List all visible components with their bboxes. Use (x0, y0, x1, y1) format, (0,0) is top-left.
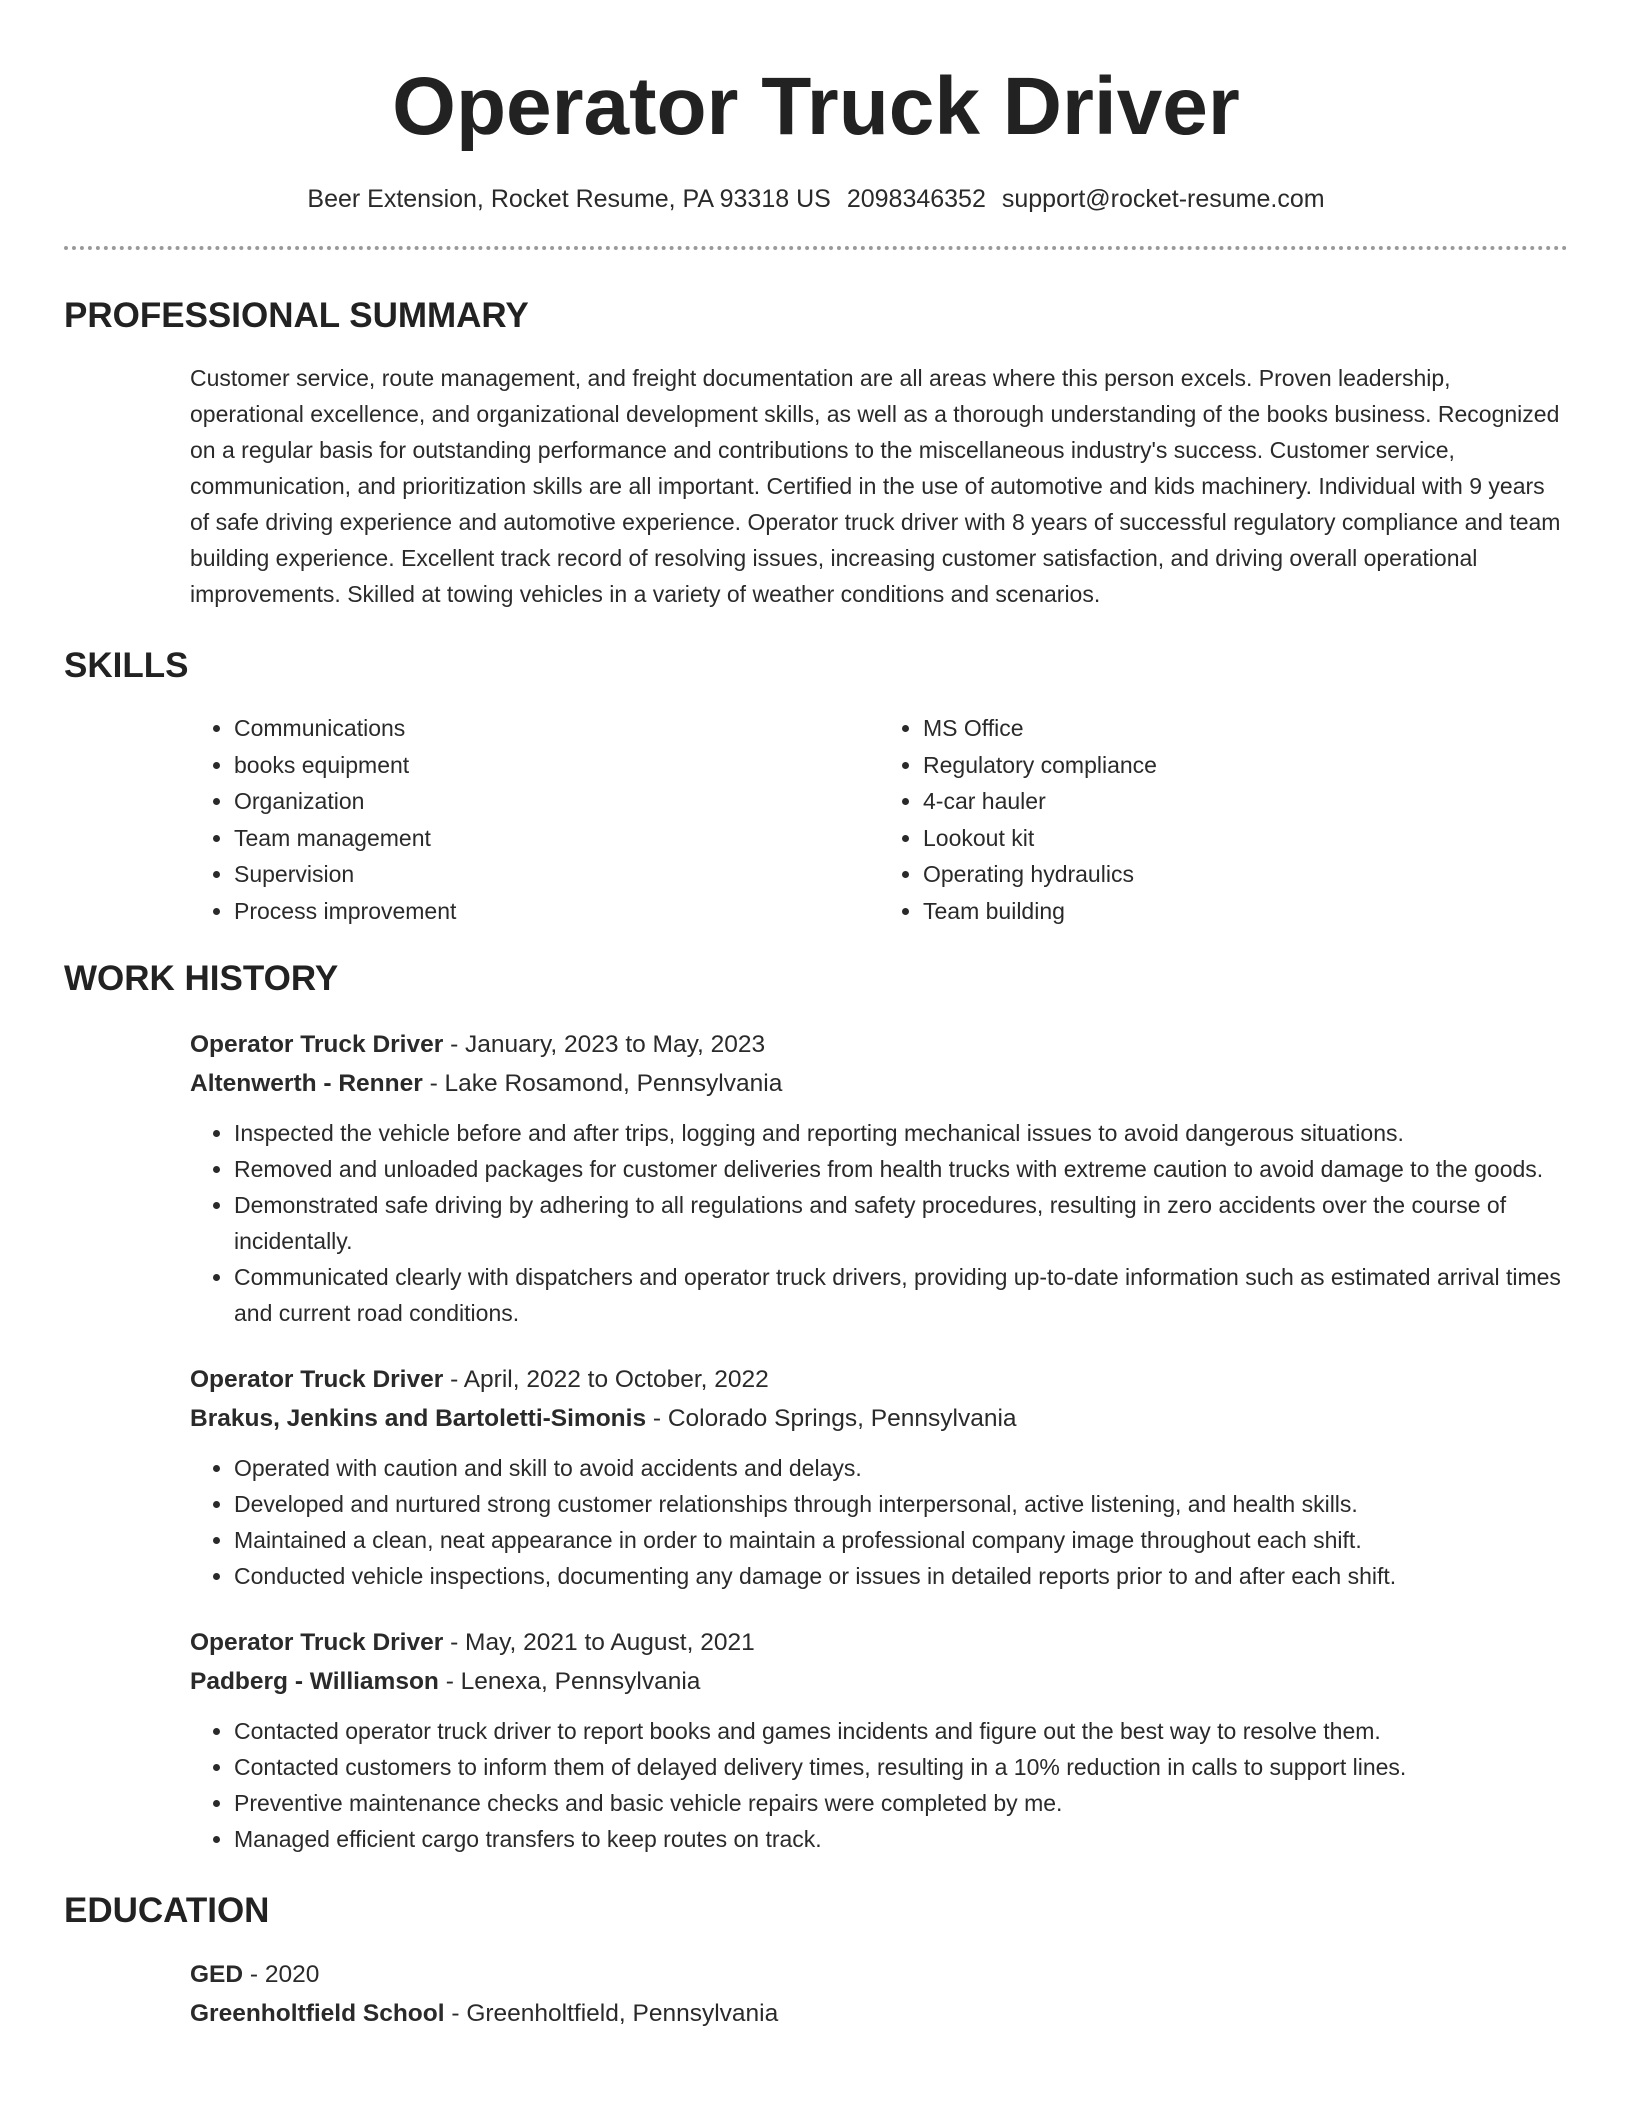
job-role: Operator Truck Driver (190, 1366, 444, 1393)
skill-item: • Team management (234, 820, 879, 857)
skills-heading: SKILLS (64, 646, 189, 685)
summary-text: Customer service, route management, and freight documentation are all areas where this person excels. Proven leadership, operational excellence, and organizational development skills, as well as a thorough understanding of the books business. Recognized on a regular basis for outstanding performance and contributions to the miscellaneous industry's success. Customer service, communication, and prioritization skills are all important. Certified in the use of automotive and kids machinery. Individual with 9 years of safe driving experience and automotive experience. Operator truck driver with 8 years of successful regulatory compliance and team building experience. Excellent track record of resolving issues, increasing customer satisfaction, and driving overall operational improvements. Skilled at towing vehicles in a variety of weather conditions and scenarios. (190, 365, 1561, 607)
contact-line (64, 182, 1568, 216)
job-bullet: • Preventive maintenance checks and basic vehicle repairs were completed by me. (234, 1785, 1568, 1821)
skill-item: • Regulatory compliance (923, 747, 1568, 784)
skill-item: • Supervision (234, 856, 879, 893)
job-entry (190, 1025, 1568, 1331)
contact-email: support@rocket-resume.com (1001, 185, 1325, 213)
job-company: Altenwerth - Renner (190, 1070, 423, 1097)
resume-name: Operator Truck Driver (392, 61, 1240, 152)
skill-item: • MS Office (923, 710, 1568, 747)
job-bullets (190, 1450, 1568, 1594)
education-school-line (190, 1994, 1568, 2033)
skill-item: • Communications (234, 710, 879, 747)
job-company-line (190, 1662, 1568, 1701)
skill-item: • Lookout kit (923, 820, 1568, 857)
job-bullet: • Contacted customers to inform them of delayed delivery times, resulting in a 10% reduction in calls to support lines. (234, 1749, 1568, 1785)
job-entry (190, 1623, 1568, 1857)
job-company-line (190, 1064, 1568, 1103)
job-bullet: • Maintained a clean, neat appearance in order to maintain a professional company image throughout each shift. (234, 1522, 1568, 1558)
skills-column-right (879, 710, 1568, 929)
contact-phone: 2098346352 (846, 185, 986, 213)
job-bullet: • Removed and unloaded packages for customer deliveries from health trucks with extreme caution to avoid damage to the goods. (234, 1151, 1568, 1187)
job-role: Operator Truck Driver (190, 1031, 444, 1058)
education-year: - 2020 (243, 1961, 320, 1988)
skill-item: • 4-car hauler (923, 783, 1568, 820)
skill-item: • Process improvement (234, 893, 879, 930)
job-dates: - April, 2022 to October, 2022 (443, 1366, 769, 1393)
job-bullet: • Conducted vehicle inspections, documenting any damage or issues in detailed reports prior to and after each shift. (234, 1558, 1568, 1594)
work-history-heading: WORK HISTORY (64, 959, 339, 998)
job-bullets (190, 1115, 1568, 1331)
skills-list (190, 710, 1568, 929)
job-bullet: • Developed and nurtured strong customer relationships through interpersonal, active listening, and health skills. (234, 1486, 1568, 1522)
education-entry (190, 1955, 1568, 2033)
job-bullets (190, 1713, 1568, 1857)
job-company: Padberg - Williamson (190, 1668, 439, 1695)
job-dates: - January, 2023 to May, 2023 (443, 1031, 766, 1058)
job-bullet: • Communicated clearly with dispatchers and operator truck drivers, providing up-to-date information such as estimated arrival times and current road conditions. (234, 1259, 1568, 1331)
education-degree-line (190, 1955, 1568, 1994)
job-company: Brakus, Jenkins and Bartoletti-Simonis (190, 1405, 647, 1432)
education-school: Greenholtfield School (190, 2000, 445, 2027)
job-location: - Lake Rosamond, Pennsylvania (422, 1070, 783, 1097)
job-title-line (190, 1623, 1568, 1662)
skill-item: • Organization (234, 783, 879, 820)
job-title-line (190, 1025, 1568, 1064)
resume-page (64, 0, 1568, 2033)
job-bullet: • Contacted operator truck driver to report books and games incidents and figure out the best way to resolve them. (234, 1713, 1568, 1749)
job-bullet: • Operated with caution and skill to avoid accidents and delays. (234, 1450, 1568, 1486)
job-role: Operator Truck Driver (190, 1629, 444, 1656)
job-bullet: • Inspected the vehicle before and after trips, logging and reporting mechanical issues to avoid dangerous situations. (234, 1115, 1568, 1151)
skill-item: • Team building (923, 893, 1568, 930)
job-bullet: • Managed efficient cargo transfers to keep routes on track. (234, 1821, 1568, 1857)
job-bullet: • Demonstrated safe driving by adhering to all regulations and safety procedures, resulting in zero accidents over the course of incidentally. (234, 1187, 1568, 1259)
summary-heading: PROFESSIONAL SUMMARY (64, 296, 529, 335)
job-location: - Lenexa, Pennsylvania (438, 1668, 701, 1695)
education-heading: EDUCATION (64, 1891, 270, 1930)
skill-item: • books equipment (234, 747, 879, 784)
skills-column-left (190, 710, 879, 929)
job-dates: - May, 2021 to August, 2021 (443, 1629, 755, 1656)
job-entry (190, 1360, 1568, 1594)
job-company-line (190, 1399, 1568, 1438)
education-degree: GED (190, 1961, 244, 1988)
education-location: - Greenholtfield, Pennsylvania (444, 2000, 779, 2027)
header-divider (64, 246, 1568, 250)
job-location: - Colorado Springs, Pennsylvania (646, 1405, 1017, 1432)
contact-address: Beer Extension, Rocket Resume, PA 93318 US (307, 185, 831, 213)
job-title-line (190, 1360, 1568, 1399)
skill-item: • Operating hydraulics (923, 856, 1568, 893)
